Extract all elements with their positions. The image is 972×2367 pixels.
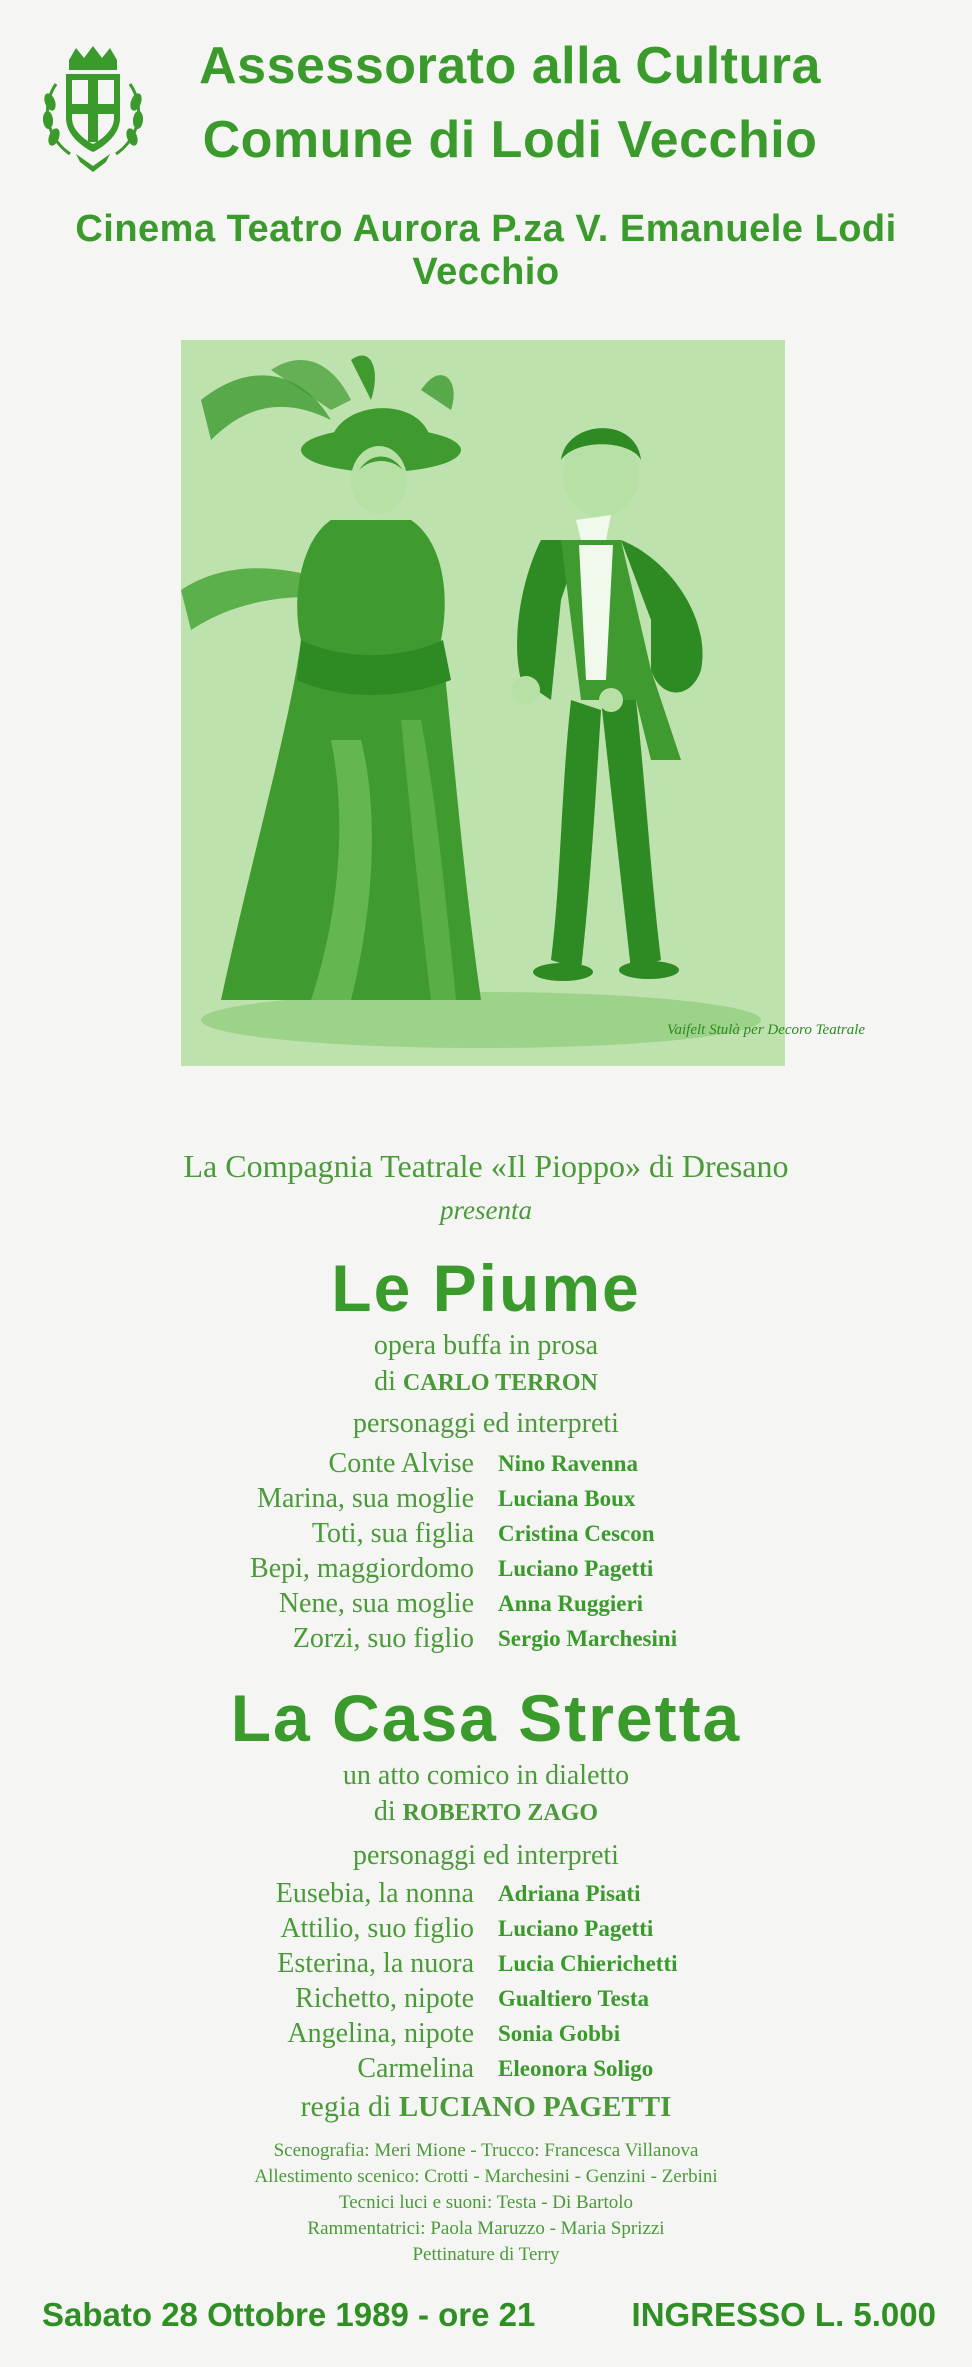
credit-line: Tecnici luci e suoni: Testa - Di Bartolo	[338, 2192, 634, 2213]
cast-role: Nene, sua moglie	[278, 1588, 474, 1619]
cast-row	[0, 1588, 972, 1622]
venue-line: Cinema Teatro Aurora P.za V. Emanuele Lodi Vecchio	[75, 208, 897, 293]
director-name: LUCIANO PAGETTI	[398, 2091, 672, 2123]
cast-actor: Lucia Chierichetti	[498, 1951, 678, 1976]
credit-line: Pettinature di Terry	[412, 2244, 560, 2265]
cast-row	[0, 1948, 972, 1982]
credit-line: Allestimento scenico: Crotti - Marchesini - Genzini - Zerbini	[254, 2166, 718, 2187]
cast-actor: Cristina Cescon	[498, 1521, 655, 1546]
cast-role: Bepi, maggiordomo	[250, 1553, 474, 1584]
cast-row	[0, 1483, 972, 1517]
cast-row	[0, 1553, 972, 1587]
cast-actor: Nino Ravenna	[498, 1451, 638, 1476]
cast-role: Marina, sua moglie	[257, 1483, 474, 1514]
cast-actor: Sonia Gobbi	[498, 2021, 621, 2046]
play2-author-line	[0, 1796, 972, 1828]
cast-actor: Sergio Marchesini	[498, 1626, 678, 1651]
cast-role: Esterina, la nuora	[277, 1948, 474, 1979]
header-title-line2: Comune di Lodi Vecchio	[202, 111, 818, 169]
play1-cast-heading: personaggi ed interpreti	[353, 1408, 619, 1439]
cast-row	[0, 1518, 972, 1552]
cast-row	[0, 1913, 972, 1947]
play2-author: ROBERTO ZAGO	[402, 1800, 599, 1826]
play1-author: CARLO TERRON	[402, 1370, 598, 1396]
cast-actor: Adriana Pisati	[498, 1881, 641, 1906]
cast-row	[0, 1448, 972, 1482]
cast-actor: Gualtiero Testa	[498, 1986, 650, 2011]
ticket-price: INGRESSO L. 5.000	[631, 2296, 936, 2333]
cast-row	[0, 1878, 972, 1912]
play1-author-line	[0, 1366, 972, 1398]
cast-actor: Anna Ruggieri	[498, 1591, 644, 1616]
cast-actor: Luciano Pagetti	[498, 1916, 654, 1941]
play1-title: Le Piume	[331, 1251, 641, 1325]
cast-role: Zorzi, suo figlio	[292, 1623, 474, 1654]
cast-row	[0, 1623, 972, 1657]
director-prefix: regia di	[300, 2090, 392, 2123]
play2-author-prefix: di	[373, 1796, 396, 1827]
illustration-image	[181, 340, 866, 1066]
credit-line: Scenografia: Meri Mione - Trucco: Francesca Villanova	[273, 2140, 699, 2161]
cast-role: Eusebia, la nonna	[275, 1878, 474, 1909]
cast-row	[0, 2053, 972, 2087]
cast-role: Richetto, nipote	[295, 1983, 474, 2014]
cast-role: Toti, sua figlia	[311, 1518, 474, 1549]
play1-genre: opera buffa in prosa	[373, 1330, 599, 1361]
cast-actor: Eleonora Soligo	[498, 2056, 654, 2081]
header-title-line1: Assessorato alla Cultura	[199, 37, 821, 95]
illustration-signature: Vaifelt Stulà per Decoro Teatrale	[667, 1022, 866, 1038]
cast-role: Angelina, nipote	[287, 2018, 474, 2049]
cast-row	[0, 2018, 972, 2052]
cast-actor: Luciana Boux	[498, 1486, 636, 1511]
cast-role: Conte Alvise	[328, 1448, 474, 1479]
credit-line: Rammentatrici: Paola Maruzzo - Maria Sprizzi	[307, 2218, 665, 2239]
presents-line: presenta	[440, 1195, 532, 1225]
cast-actor: Luciano Pagetti	[498, 1556, 654, 1581]
cast-role: Attilio, suo figlio	[280, 1913, 474, 1944]
play2-title: La Casa Stretta	[230, 1681, 742, 1755]
cast-row	[0, 1983, 972, 2017]
play1-author-prefix: di	[374, 1366, 396, 1397]
play2-genre: un atto comico in dialetto	[342, 1760, 630, 1791]
cast-role: Carmelina	[357, 2053, 474, 2084]
play2-cast-heading: personaggi ed interpreti	[353, 1840, 619, 1871]
event-date: Sabato 28 Ottobre 1989 - ore 21	[42, 2296, 536, 2333]
company-line: La Compagnia Teatrale «Il Pioppo» di Dresano	[183, 1148, 789, 1184]
director-line	[0, 2090, 972, 2124]
